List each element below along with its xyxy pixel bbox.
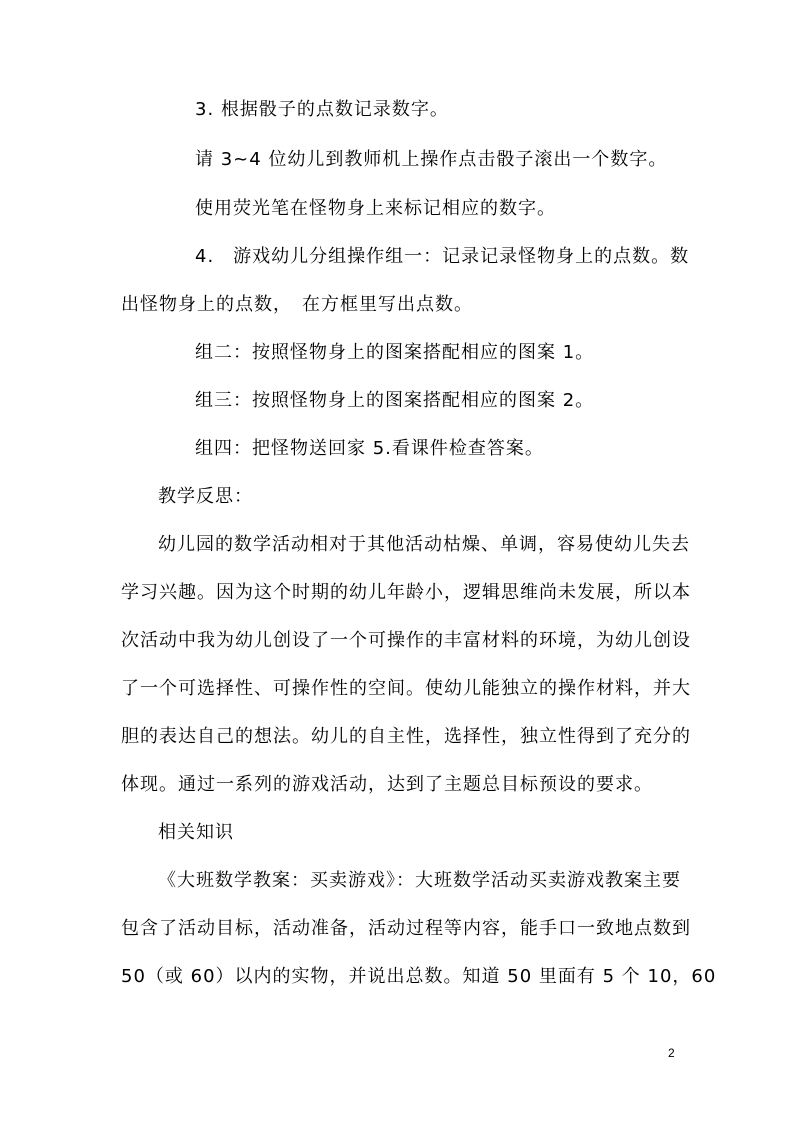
text-line: 包含了活动目标，活动准备，活动过程等内容，能手口一致地点数到 (121, 918, 691, 939)
text-line: 出怪物身上的点数， 在方框里写出点数。 (121, 294, 473, 315)
text-line: 学习兴趣。因为这个时期的幼儿年龄小，逻辑思维尚未发展，所以本 (121, 582, 691, 603)
text-line: 50（或 60）以内的实物，并说出总数。知道 50 里面有 5 个 10，60 (121, 966, 717, 987)
text-line: 3. 根据骰子的点数记录数字。 (195, 99, 449, 120)
text-line: 组三：按照怪物身上的图案搭配相应的图案 2。 (195, 390, 595, 411)
text-line: 组四：把怪物送回家 5.看课件检查答案。 (195, 438, 544, 459)
text-line: 体现。通过一系列的游戏活动，达到了主题总目标预设的要求。 (121, 774, 653, 795)
text-line: 了一个可选择性、可操作性的空间。使幼儿能独立的操作材料，并大 (121, 678, 691, 699)
text-line: 组二：按照怪物身上的图案搭配相应的图案 1。 (195, 342, 595, 363)
text-line: 4. 游戏幼儿分组操作组一：记录记录怪物身上的点数。数 (195, 246, 690, 267)
text-line: 请 3~4 位幼儿到教师机上操作点击骰子滚出一个数字。 (195, 149, 668, 170)
page-number: 2 (668, 1046, 675, 1060)
text-line: 幼儿园的数学活动相对于其他活动枯燥、单调，容易使幼儿失去 (158, 534, 690, 555)
text-line: 胆的表达自己的想法。幼儿的自主性，选择性，独立性得到了充分的 (121, 726, 691, 747)
text-line: 《大班数学教案：买卖游戏》：大班数学活动买卖游戏教案主要 (158, 870, 681, 891)
text-line: 次活动中我为幼儿创设了一个可操作的丰富材料的环境，为幼儿创设 (121, 630, 691, 651)
section-heading: 相关知识 (158, 822, 234, 843)
text-line: 使用荧光笔在怪物身上来标记相应的数字。 (195, 198, 556, 219)
section-heading: 教学反思： (158, 486, 253, 507)
